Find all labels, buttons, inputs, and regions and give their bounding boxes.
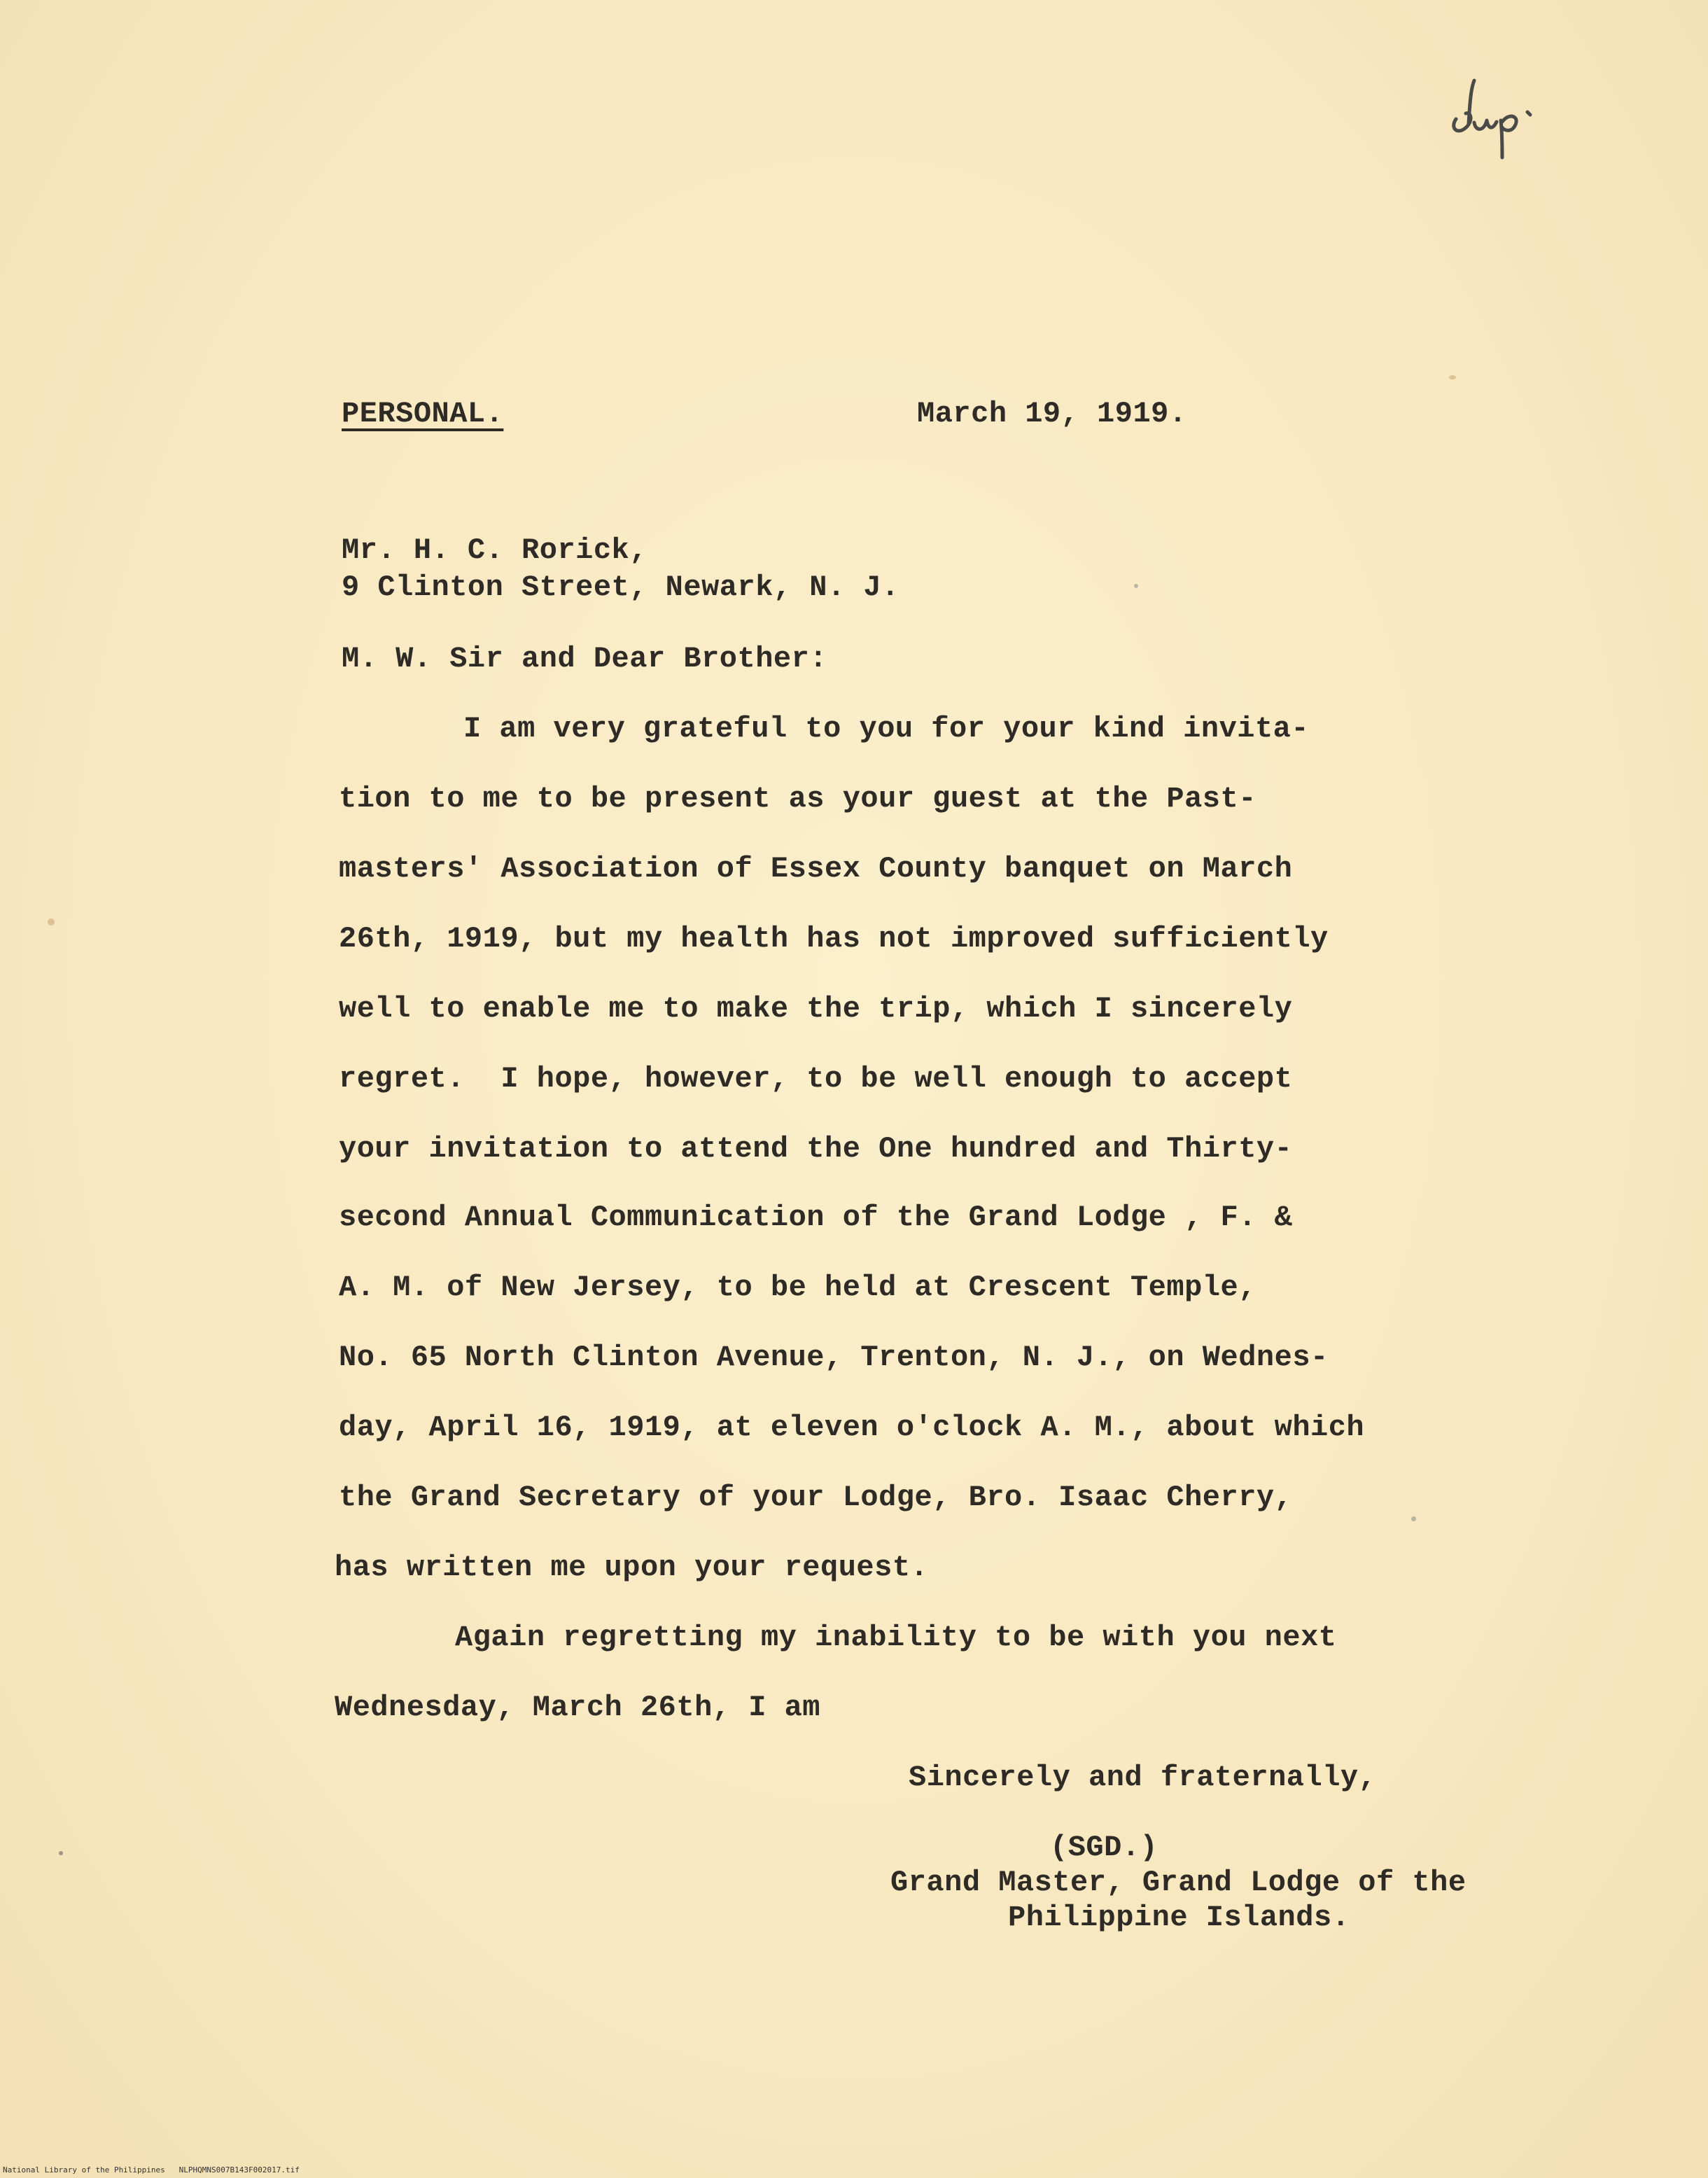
paper-speck xyxy=(1449,375,1456,379)
body-line: No. 65 North Clinton Avenue, Trenton, N. J., on Wednes- xyxy=(339,1341,1329,1374)
signer-title-line2: Philippine Islands. xyxy=(1008,1901,1350,1934)
body-line: well to enable me to make the trip, which I sincerely xyxy=(339,992,1293,1026)
scan-footer xyxy=(3,2166,300,2174)
body-line: regret. I hope, however, to be well enough to accept xyxy=(339,1062,1293,1096)
body-line: masters' Association of Essex County banquet on March xyxy=(339,852,1293,886)
signed-mark: (SGD.) xyxy=(1050,1831,1158,1864)
body-line: has written me upon your request. xyxy=(335,1551,929,1584)
body-line: Wednesday, March 26th, I am xyxy=(335,1691,821,1724)
footer-institution: National Library of the Philippines xyxy=(3,2165,165,2174)
body-line: I am very grateful to you for your kind invita- xyxy=(463,712,1310,746)
personal-label: PERSONAL. xyxy=(342,397,504,431)
paper-speck xyxy=(59,1851,63,1855)
complimentary-close: Sincerely and fraternally, xyxy=(909,1761,1377,1794)
body-line: Again regretting my inability to be with you next xyxy=(455,1621,1337,1654)
paper-speck xyxy=(1411,1516,1416,1521)
recipient-name: Mr. H. C. Rorick, xyxy=(342,533,648,567)
letter-date: March 19, 1919. xyxy=(917,397,1187,431)
paper-speck xyxy=(1134,584,1138,588)
recipient-address: 9 Clinton Street, Newark, N. J. xyxy=(342,571,899,604)
body-line: the Grand Secretary of your Lodge, Bro. Isaac Cherry, xyxy=(339,1481,1293,1514)
salutation: M. W. Sir and Dear Brother: xyxy=(342,642,828,676)
footer-file-id: NLPHQMNS007B143F002017.tif xyxy=(178,2165,300,2174)
body-line: your invitation to attend the One hundred and Thirty- xyxy=(339,1132,1293,1166)
body-line: 26th, 1919, but my health has not improved sufficiently xyxy=(339,922,1329,956)
paper-speck xyxy=(48,919,55,926)
signer-title-line1: Grand Master, Grand Lodge of the xyxy=(890,1866,1466,1899)
body-line: A. M. of New Jersey, to be held at Crescent Temple, xyxy=(339,1271,1256,1304)
body-line: day, April 16, 1919, at eleven o'clock A. M., about which xyxy=(339,1411,1365,1444)
body-line: second Annual Communication of the Grand Lodge , F. & xyxy=(339,1201,1293,1234)
handwritten-annotation xyxy=(1442,70,1561,168)
body-line: tion to me to be present as your guest at the Past- xyxy=(339,782,1256,816)
